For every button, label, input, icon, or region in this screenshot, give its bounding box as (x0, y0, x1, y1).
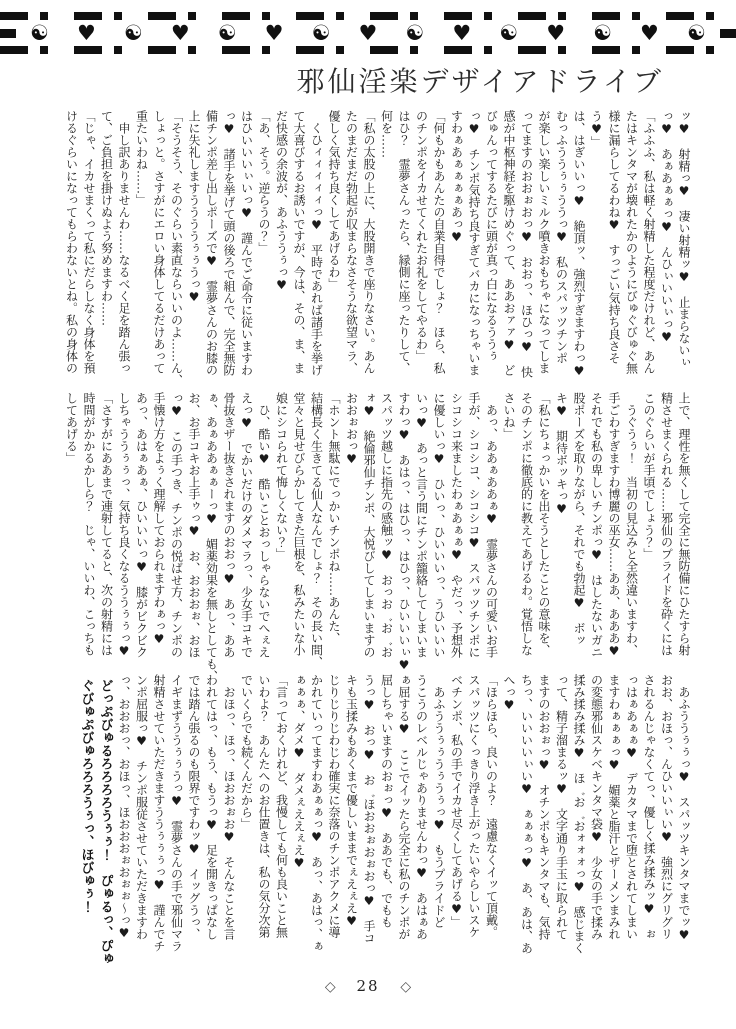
border-icon: ☯ (686, 20, 706, 45)
text-column: ぁぁぁ、ダメ♥ ダメぇええぇえ♥ (292, 674, 306, 870)
text-block-3 (77, 674, 693, 968)
border-icon: ♥ (264, 20, 284, 45)
text-column: キも玉揉みもあくまで優しいままでぇえぇえ♥ (344, 674, 359, 928)
text-columns (115, 674, 693, 968)
text-column: へっ♥ (502, 674, 516, 712)
text-column: じりじりじわじわ確実に奈落のチンポアクメに導 (327, 674, 341, 938)
border-icon-row (0, 21, 736, 45)
text-column: われてはっ、もう、もうっ♥ 足を開きっぱなし (204, 674, 219, 940)
text-column: でいくらでも続くんだから」 (239, 674, 254, 830)
text-block-1 (62, 110, 692, 404)
text-column: ぁ屈する♥ ここでイッたら完全に私のチンポが (397, 674, 411, 940)
text-column: 「じゃ、イカせまくって私にだらしなく身体を預 (82, 110, 96, 374)
border-dash (720, 29, 736, 38)
decorative-border (0, 10, 736, 56)
text-column: 「私にちょっかいを出そうとしたことの意味を、 (537, 392, 551, 656)
text-column: むっふううぅぅううっ♥ 私のスパッツチンポ (554, 110, 569, 364)
text-column: 「ホント無駄にでっかいチンポね……あんた、 (327, 392, 341, 644)
text-column: はひいいいぃいっ♥ 謹んでご命令に従いますわ (239, 110, 254, 376)
text-column: っ♥ あぁあぁぁっ♥ んひぃいいぃっ♥ (659, 110, 674, 344)
text-column: スパッツ越しに指先の感触ッ♥ おっお゛お゛お (379, 392, 394, 658)
border-dash-row-top (0, 12, 736, 20)
text-column: あっ、ああぁああぁ♥ 霊夢さんの可愛いお手 (484, 392, 499, 658)
text-column: あっ、あはぁあぁ、ひいいいっ♥ 膝がビクビク (134, 392, 149, 658)
text-column: そのチンポに徹底的に教えてあげるわ。覚悟しな (519, 392, 534, 656)
text-column: いっ♥ あっと言う間にチンポ籠絡してしまいま (414, 392, 429, 658)
text-column: ひ、酷い♥ 酷いことおっしゃらないでへぇえ (257, 392, 271, 658)
text-column: イギまずううぅぅうっ♥ 霊夢さんの手で邪仙マラ (169, 674, 184, 952)
text-column: 「あ、そう。逆らうの？」 (257, 110, 271, 254)
text-column: ってますのおおぉおっ♥ おおっ、ほひっ♥ 快 (519, 110, 534, 378)
text-columns (62, 392, 692, 686)
border-icon: ☯ (405, 20, 425, 45)
text-column: キ♥ 期待ボッキっ♥ (554, 392, 569, 516)
text-column: 重たいわね……」 (134, 110, 149, 206)
border-icon-strip (16, 20, 720, 45)
text-column: 結構長く生きてる仙人なんでしょ？ その長い間、 (309, 392, 324, 668)
text-column: っ、おおおっ、おほっ、ほおおおぉおぉぉ～っ♥ (117, 674, 131, 940)
text-column: 手ごわすぎますわ博麗の巫女……ああ、あああ♥ (607, 392, 621, 658)
text-column: 屈しちゃいますのおぉっ♥ ああでも、でもも (379, 674, 394, 928)
shout-text-columns (77, 674, 115, 968)
text-column: びゅんってするたびに頭が真っ白になるううぅ (484, 110, 499, 362)
text-column: シコシコ来ましたわぁあぁぁ♥ やだっ、予想外 (449, 392, 464, 658)
text-column: 「さすがにああまで連射してると、次の射精には (99, 392, 114, 656)
text-column: ォ♥ 絶倫邪仙チンポ、大悦びしてしまいますの (362, 392, 376, 658)
text-column: のチンポをイカせてくれたお礼をしてやるわ」 (414, 110, 429, 362)
text-column: っ♥ 諸手を挙げて頭の後ろで組んで、完全無防 (222, 110, 236, 376)
text-column: て、ご負担を掛けぬよう努めますわ…… (99, 110, 114, 326)
text-column: うぐうぅ！ 当初の見込みと全然違いますわ、 (624, 392, 639, 656)
text-column: 感が中枢神経を駆けめぐって、ああおァァ♥ ど (502, 110, 516, 376)
text-column: うこうのレベルじゃありませんわっ♥ あはぁあ (414, 674, 429, 940)
text-column: 堂々と見せびらかしてきた巨根を、私みたいな小 (292, 392, 306, 656)
text-column: 様に漏らしてるわね♥ すっごい気持ち良さそ (607, 110, 621, 364)
text-column: お、お手コキお上手ゥっ♥ お、おおおぉ、おほ (187, 392, 201, 658)
diamond-icon: ◇ (400, 979, 412, 995)
text-column: っはぁあぁぁ♥ デカタマまで堕とされてしまい (624, 674, 639, 940)
text-column: いわよ？ あんたへのお仕置きは、私の気分次第 (257, 674, 271, 938)
text-column: だ快感の余波が、あふううぅっ♥ (274, 110, 289, 292)
border-icon: ☯ (217, 20, 237, 45)
shout-text-column: ぐびゅぷびゅろろろうぅっ、ほびゅぅ！ (78, 679, 94, 913)
text-column: ベチンポ、私の手でイカせ尽くしてあげる♥」 (449, 674, 464, 928)
text-column: あふううぅぅうぅうぅっ♥ もうプライドど (432, 674, 446, 928)
text-column: かれていってますわあぁぁっ♥ あっ、あはっ、ぁ (309, 674, 324, 952)
text-column: されるんじゃなくてっ、優しく揉み揉みッ♥ ぉ (642, 674, 656, 940)
text-column: うっ♥ おっ♥ お゛ほおおぉおぉおっ♥ 手コ (362, 674, 376, 944)
text-column: しょっと。さすがにエロい身体してるだけあって (152, 110, 166, 374)
text-column: おほっ、ほっ、ほおおぉお♥ そんなことを言 (222, 674, 236, 940)
text-column: 娘にシコられて悔しくない？」 (274, 392, 289, 560)
border-dash (0, 29, 16, 38)
text-column: 時間がかかるかしら？ じゃ、いいわ、こっちも (82, 392, 96, 656)
text-column: それでも私の卑しいチンポっ♥ はしたないガニ (589, 392, 604, 658)
text-column: 手が、シコシコ、シコシコ♥ スパッツチンポに (467, 392, 481, 658)
text-column: 「言っておくけれど、我慢しても何も良いこと無 (274, 674, 289, 938)
page-title: 邪仙淫楽デザイアドライブ (296, 65, 664, 98)
text-column: 「私の太股の上に、大股開きで座りなさい。あん (362, 110, 376, 374)
text-column: ぁ、あぁああぁぁーっ♥ 媚薬効果を無しとしても、 (204, 392, 219, 682)
border-icon: ♥ (452, 20, 472, 45)
text-column: ンポ屈服っ♥ チンポ服従させていただきますわ (134, 674, 149, 940)
text-column: はひ？ 霊夢さんったら、縁側に座ったりして、 (397, 110, 411, 374)
text-column: 備チンポ差し出しポーズで♥ 霊夢さんのお膝の (204, 110, 219, 376)
border-icon: ☯ (30, 20, 49, 45)
border-dash-row-bottom (0, 46, 736, 54)
border-icon: ☯ (593, 20, 612, 45)
text-column: おおぉおっ♥ (344, 392, 359, 466)
shout-text-column: どっぷびゅるろろろろうぅぅ！ ぴゅるっ、ぴゅ (97, 679, 113, 965)
text-column: たのまだまだ勃起が収まらなさそうな欲望マラ、 (344, 110, 359, 374)
text-column: さいね」 (502, 392, 516, 440)
border-icon: ♥ (170, 20, 190, 45)
text-column: くひィィィィィっ♥ 平時であれば諸手を挙げ (309, 110, 324, 376)
text-column: えっ♥ でかいだけのダメマラっ、少女手コキで (239, 392, 254, 658)
text-column: たはキンタマが壊れたかのようにびゅぐびゅぐ無 (624, 110, 639, 374)
text-block-2 (62, 392, 692, 686)
text-column: の変態邪仙スケベキンタマ袋♥ 少女の手で揉み (589, 674, 604, 940)
text-column: っ♥ この手つき、チンポの悦ばせ方、チンポの (169, 392, 184, 658)
text-column: 優しく気持ち良くしてあげるわ」 (327, 110, 341, 290)
text-column: ッ♥ 射精っ♥ 凄い射精ッ♥ 止まらないぃ (677, 110, 691, 368)
page-number-value: 28 (356, 977, 380, 995)
text-column: 「そうそう、そのぐらい素直ならいいのよ……ん、 (169, 110, 184, 386)
border-icon: ☯ (499, 20, 519, 45)
text-column: って、精子溜まるッ♥ 文字通り手玉に取られて (554, 674, 569, 940)
text-column: すわっ♥ あはっ、はひっ、はひっ、ひいいいぃ♥ (397, 392, 411, 672)
border-icon: ♥ (76, 20, 96, 45)
border-icon: ♥ (546, 20, 566, 45)
text-column: に優しいっ♥ ひいっ、ひいいいっ、うひいいい (432, 392, 446, 658)
text-column: しちゃううぅぅっ、気持ち良くなるううぅぅっ♥ (117, 392, 131, 658)
text-column: う♥」 (589, 110, 604, 148)
text-column: 揉み揉み揉み♥ ほ゛お゛おォォォっ♥ 感じまく (572, 674, 586, 954)
text-column: ますわぁぁぁっ♥ 媚薬と脂汗とザーメンまみれ (607, 674, 621, 940)
text-column: すわぁあぁぁぁぁあっ♥ (449, 110, 464, 244)
text-column: 申し訳ありませんわ……なるべく足を踏ん張っ (117, 110, 131, 374)
text-column: 精させまくられる……邪仙のプライドを砕くには (659, 392, 674, 656)
border-icon: ♥ (358, 20, 378, 45)
text-column: このぐらいが手頃でしょう？」 (642, 392, 656, 560)
text-column: ちっ、いいいいぃい♥ ぁぁぁっ♥ あ、あは、あ (519, 674, 534, 954)
text-column: してあげる」 (64, 392, 79, 464)
text-column: 「ほらほら、良いのよ？ 遠慮なくイッて頂戴。 (484, 674, 499, 938)
border-icon: ☯ (123, 20, 143, 45)
text-column: が楽しい楽しいミルク噴きおもちゃになってしま (537, 110, 551, 374)
text-column: 手懐け方をよぅく理解しておられますわぁっ♥ (152, 392, 166, 646)
text-columns (62, 110, 692, 404)
text-column: 骨抜きザー抜きされますのおおっ♥ あっ、ああ (222, 392, 236, 658)
text-column: 上で、理性を無くして完全に無防備にひたすら射 (677, 392, 691, 656)
text-column: ますのおおぉっ♥ オチンポもキンタマも、気持 (537, 674, 551, 940)
text-column: て大喜びするお誘いですが、今は、その、ま、ま (292, 110, 306, 374)
diamond-icon: ◇ (324, 979, 336, 995)
text-column: けるぐらいになってもらわないとね。私の身体の (64, 110, 79, 374)
text-column: では踏ん張るのも限界ですわッ♥ イッグうっ、 (187, 674, 201, 940)
text-column: 「ふふふ、私は軽く射精した程度だけれど、あん (642, 110, 656, 374)
text-column: 「何もかもあんたの自業自得でしょ？ ほら、私 (432, 110, 446, 374)
text-column: あふううぅぅっ♥ スパッツキンタマまでッ♥ (677, 674, 691, 942)
text-column: おお、おほっ、んひいいぃい♥ 強烈にグリグリ (659, 674, 674, 940)
text-column: 上に失礼しますううううぅぅうっ♥ (187, 110, 201, 304)
text-column: は、はぎいいっ♥ 絶頂ッ、強烈すぎますわっ♥ (572, 110, 586, 378)
text-column: スパッツにくっきり浮き上がったいやらしいスケ (467, 674, 481, 938)
text-column: 射精させていただきますううぅぅぅっ♥ 謹んでチ (152, 674, 166, 952)
text-column: っ♥ チンポ気持ち良すぎてバカになっちゃいま (467, 110, 481, 376)
page-number (0, 977, 736, 995)
border-icon: ♥ (640, 20, 659, 45)
text-column: 股ポーズを取りながら、それでも勃起♥ ボッ (572, 392, 586, 646)
text-column: 何を…… (379, 110, 394, 158)
border-icon: ☯ (311, 20, 331, 45)
